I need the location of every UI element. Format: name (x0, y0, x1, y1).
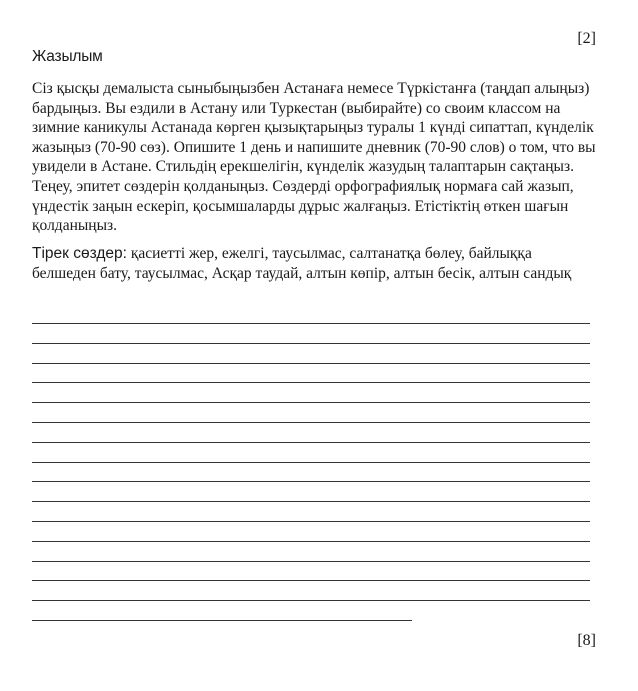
answer-line-last (32, 620, 412, 621)
answer-line (32, 323, 590, 324)
answer-line (32, 462, 590, 463)
answer-line (32, 521, 590, 522)
answer-line (32, 343, 590, 344)
answer-line (32, 402, 590, 403)
answer-line (32, 481, 590, 482)
answer-line (32, 382, 590, 383)
score-top: [2] (577, 30, 596, 47)
support-words-list: қасиетті жер, ежелгі, таусылмас, салтанатқа бөлеу, байлыққа белшеден бату, таусылмас, Асқар таудай, алтын көпір, алтын бесік, алтын сандық (32, 245, 572, 282)
answer-line (32, 541, 590, 542)
answer-lines (32, 323, 590, 640)
answer-line (32, 422, 590, 423)
answer-line (32, 363, 590, 364)
answer-line (32, 561, 590, 562)
section-heading: Жазылым (32, 48, 103, 65)
support-words-label: Тірек сөздер: (32, 245, 127, 262)
answer-line (32, 580, 590, 581)
answer-line (32, 600, 590, 601)
support-words (32, 244, 598, 283)
score-bottom: [8] (577, 632, 596, 649)
answer-line (32, 442, 590, 443)
task-instructions: Сіз қысқы демалыста сыныбыңызбен Астанаға немесе Түркістанға (таңдап алыңыз) бардыңыз. Вы ездили в Астану или Туркестан (выбирайте) со своим классом на зимние каникулы Астанада көрген қызықтарыңыз туралы 1 күнді сипаттап, күнделік жазыңыз (70-90 сөз). Опишите 1 день и напишите дневник (70-90 слов) о том, что вы увидели в Астане. Стильдің ерекшелігін, күнделік жазудың талаптарын сақтаңыз. Теңеу, эпитет сөздерін қолданыңыз. Сөздерді орфографиялық нормаға сай жазып, үндестік заңын ескеріп, қосымшаларды дұрыс жалғаңыз. Етістіктің өткен шағын қолданыңыз. (32, 80, 596, 235)
answer-line (32, 501, 590, 502)
